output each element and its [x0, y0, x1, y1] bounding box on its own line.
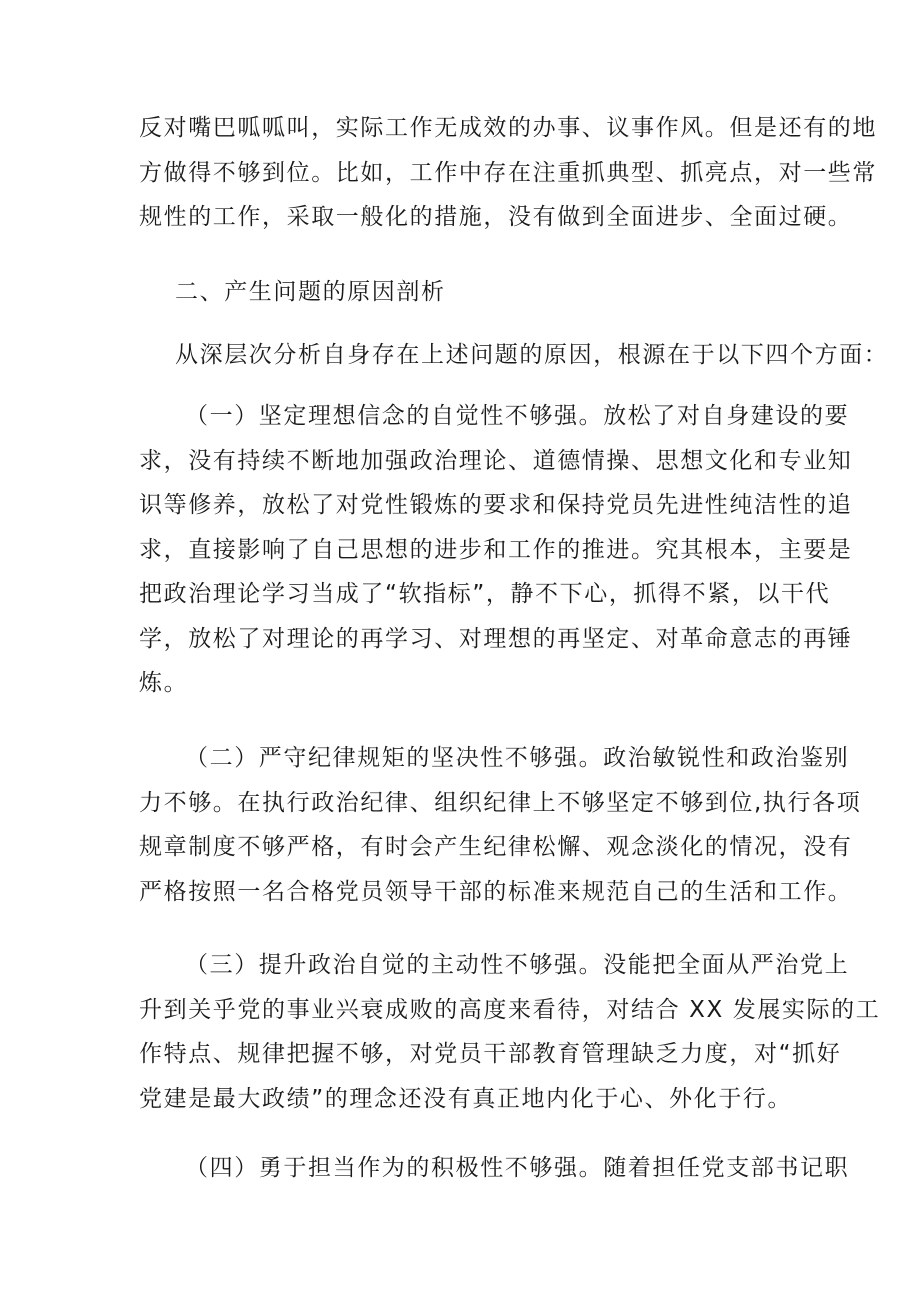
intro-paragraph: [139, 333, 889, 378]
text-line: 把政治理论学习当成了“软指标”，静不下心，抓得不紧，以干代: [139, 581, 831, 607]
text-line: （二）严守纪律规矩的坚决性不够强。政治敏锐性和政治鉴别: [185, 745, 850, 771]
text-line: 求，直接影响了自己思想的进步和工作的推进。究其根本，主要是: [139, 536, 853, 563]
section-1-paragraph: [139, 394, 853, 706]
section-heading: [139, 270, 784, 315]
text-line: 力不够。在执行政治纪律、组织纪律上不够坚定不够到位,执行各项: [139, 789, 862, 816]
text-line: 升到关乎党的事业兴衰成败的高度来看待，对结合 XX 发展实际的工: [139, 996, 881, 1023]
text-line: 规性的工作，采取一般化的措施，没有做到全面进步、全面过硬。: [139, 204, 853, 230]
text-line: 学，放松了对理论的再学习、对理想的再坚定、对革命意志的再锤: [139, 625, 853, 652]
text-line: 党建是最大政绩”的理念还没有真正地内化于心、外化于行。: [139, 1085, 793, 1112]
text-line: （三）提升政治自觉的主动性不够强。没能把全面从严治党上: [185, 952, 850, 978]
section-4-paragraph: [139, 1146, 850, 1191]
text-line: 反对嘴巴呱呱叫，实际工作无成效的办事、议事作风。但是还有的地: [139, 115, 877, 141]
text-line: 规章制度不够严格，有时会产生纪律松懈、观念淡化的情况，没有: [139, 834, 853, 860]
text-line: 从深层次分析自身存在上述问题的原因，根源在于以下四个方面：: [175, 342, 889, 368]
section-3-paragraph: [139, 943, 881, 1121]
text-line: 作特点、规律把握不够，对党员干部教育管理缺乏力度，对“抓好: [139, 1041, 842, 1067]
paragraph-continued: [139, 106, 877, 240]
heading-cause-analysis: 二、产生问题的原因剖析: [175, 279, 446, 305]
text-line: （一）坚定理想信念的自觉性不够强。放松了对自身建设的要: [185, 403, 850, 429]
text-line: （四）勇于担当作为的积极性不够强。随着担任党支部书记职: [185, 1155, 850, 1181]
text-line: 炼。: [139, 670, 189, 696]
text-line: 求，没有持续不断地加强政治理论、道德情操、思想文化和专业知: [139, 447, 853, 474]
text-line: 识等修养，放松了对党性锻炼的要求和保持党员先进性纯洁性的追: [139, 492, 853, 518]
text-line: 方做得不够到位。比如，工作中存在注重抓典型、抓亮点，对一些常: [139, 159, 877, 186]
text-line: 严格按照一名合格党员领导干部的标准来规范自己的生活和工作。: [139, 878, 853, 905]
section-2-paragraph: [139, 736, 862, 914]
